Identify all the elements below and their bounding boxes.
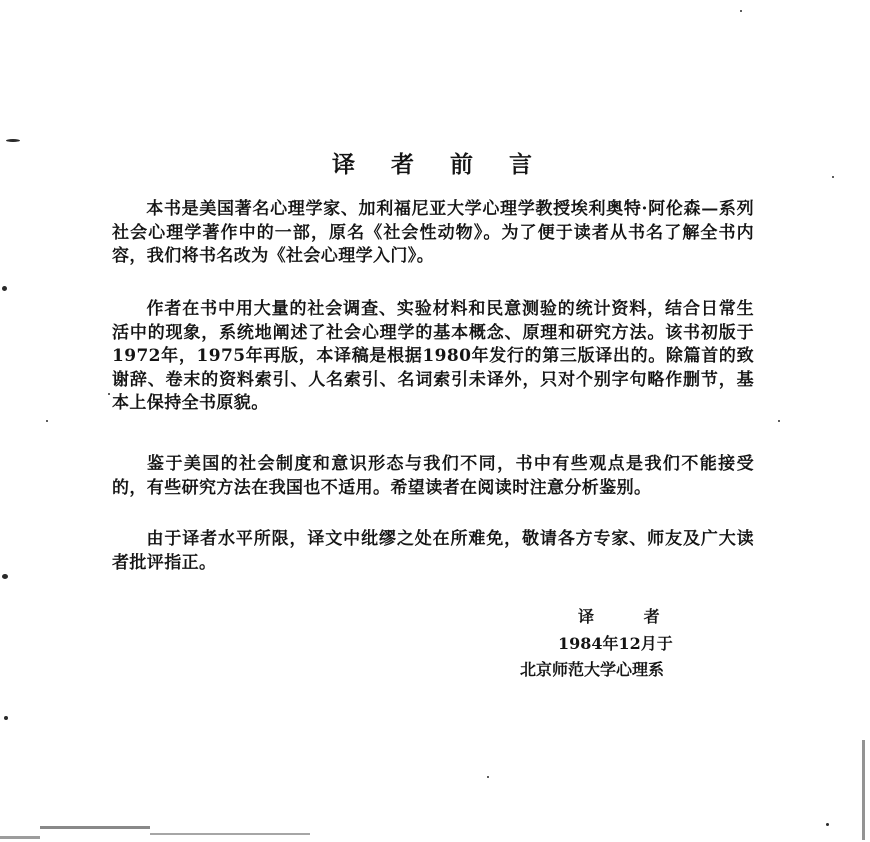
- paragraph-4-text: 由于译者水平所限，译文中纰缪之处在所难免，敬请各方专家、师友及广大读者批评指正。: [112, 529, 754, 573]
- scan-speck: [46, 420, 48, 422]
- signature-date: 1984年12月于: [558, 634, 673, 653]
- scan-speck: [778, 420, 780, 422]
- signature-translator: 译 者: [578, 607, 682, 626]
- scan-edge-streak: [862, 740, 865, 840]
- scan-speck: [108, 393, 110, 395]
- paragraph-2-text: 作者在书中用大量的社会调查、实验材料和民意测验的统计资料，结合日常生活中的现象，系统地阐述了社会心理学的基本概念、原理和研究方法。该书初版于1972年，1975年再版，本译稿是根据1980年发行的第三版译出的。除篇首的致谢辞、卷末的资料索引、人名索引、名词索引未译外，只对个别字句略作删节，基本上保持全书原貌。: [112, 299, 754, 413]
- paragraph-1-text: 本书是美国著名心理学家、加利福尼亚大学心理学教授埃利奥特·阿伦森—系列社会心理学著作中的一部，原名《社会性动物》。为了便于读者从书名了解全书内容，我们将书名改为《社会心理学入门》。: [112, 199, 754, 266]
- paragraph-4: [112, 528, 754, 575]
- scan-speck: [2, 574, 8, 579]
- scan-speck: [487, 776, 489, 778]
- paragraph-1: [112, 198, 754, 269]
- paragraph-3: [112, 453, 754, 500]
- signature-organization: 北京师范大学心理系: [520, 660, 665, 679]
- paragraph-3-text: 鉴于美国的社会制度和意识形态与我们不同，书中有些观点是我们不能接受的，有些研究方法在我国也不适用。希望读者在阅读时注意分析鉴别。: [112, 454, 754, 498]
- scan-bottom-shadow: [0, 836, 40, 839]
- scan-speck: [740, 10, 742, 12]
- scan-bottom-shadow: [40, 826, 150, 829]
- scan-speck: [2, 286, 7, 291]
- scan-speck: [4, 716, 8, 720]
- scan-speck: [6, 139, 20, 142]
- scan-speck: [832, 176, 834, 178]
- preface-title: 译 者 前 言: [331, 151, 547, 178]
- paragraph-2: [112, 298, 754, 416]
- scan-speck: [826, 823, 829, 826]
- scan-bottom-shadow: [150, 833, 310, 835]
